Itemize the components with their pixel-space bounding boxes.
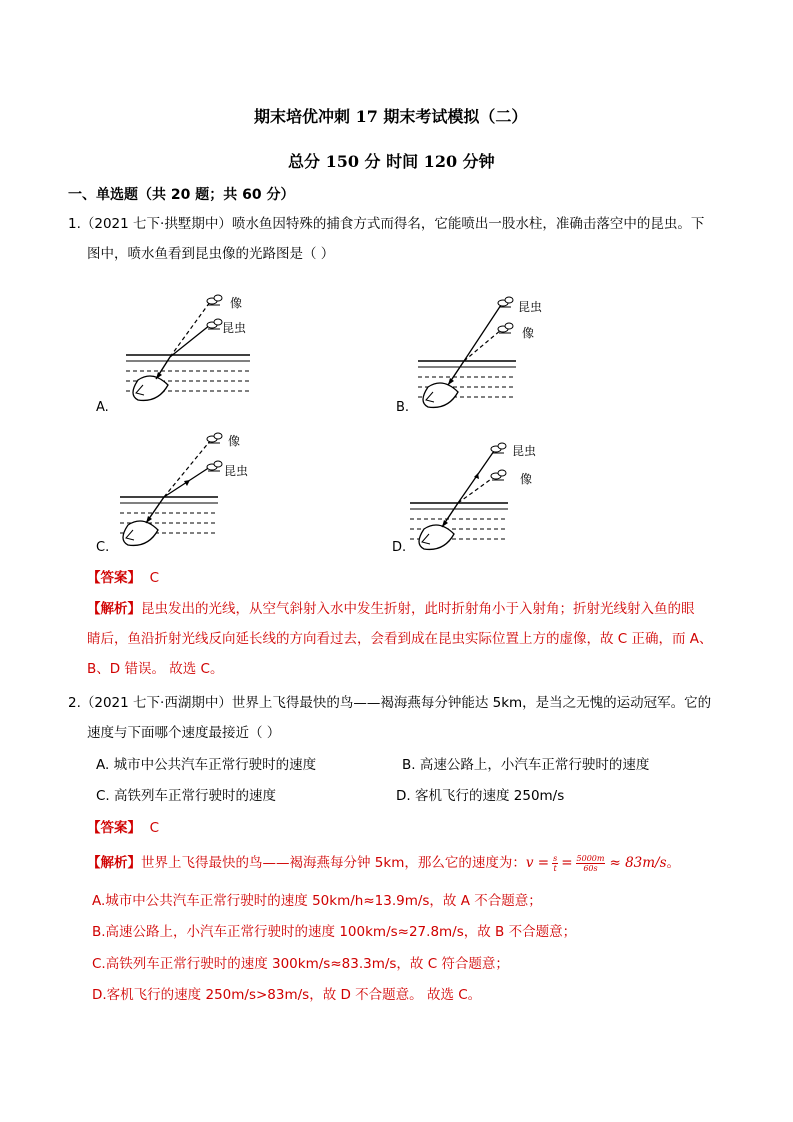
q2-answer-value: C xyxy=(149,820,160,836)
figure-a-top-label: 像 xyxy=(230,296,243,310)
formula-s: s xyxy=(553,853,558,863)
q2-analysis-intro-text: 世界上飞得最快的鸟——褐海燕每分钟 5km，那么它的速度为： xyxy=(141,855,526,871)
q2-analysis-label: 【解析】 xyxy=(87,855,141,871)
figure-d-bottom-label: 像 xyxy=(520,472,533,486)
insect-image-icon xyxy=(207,295,222,305)
insect-icon xyxy=(491,443,506,453)
formula-end: 。 xyxy=(666,855,681,871)
figure-option-a xyxy=(98,285,268,424)
q1-analysis-text1: 昆虫发出的光线，从空气斜射入水中发生折射，此时折射角小于入射角；折射光线射入鱼的眼 xyxy=(141,601,695,617)
figure-option-c xyxy=(98,425,268,564)
formula-num: 5000m xyxy=(576,853,605,863)
figure-option-b xyxy=(398,285,568,424)
figure-d-diagram xyxy=(398,425,568,560)
figure-c-label: C. xyxy=(96,540,110,555)
q1-answer xyxy=(87,568,159,588)
q1-stem-line2: 图中，喷水鱼看到昆虫像的光路图是（ ） xyxy=(87,246,335,262)
insect-image-icon xyxy=(207,433,222,443)
insect-image-icon xyxy=(491,470,506,480)
figure-c-top-label: 像 xyxy=(228,434,241,448)
q2-analysis-c: C.高铁列车正常行驶时的速度 300km/s≈83.3m/s，故 C 符合题意； xyxy=(92,956,509,972)
section-title: 一、单选题（共 20 题；共 60 分） xyxy=(68,187,295,203)
figure-b-label: B. xyxy=(396,400,410,415)
figure-option-d xyxy=(398,425,568,564)
q2-stem-line2: 速度与下面哪个速度最接近（ ） xyxy=(87,725,281,741)
figure-d-top-label: 昆虫 xyxy=(512,444,537,458)
insect-icon xyxy=(207,319,222,329)
q2-option-b: B. 高速公路上，小汽车正常行驶时的速度 xyxy=(402,757,650,773)
formula-v: v = xyxy=(525,855,550,871)
q2-option-c: C. 高铁列车正常行驶时的速度 xyxy=(96,788,277,804)
q2-formula xyxy=(526,853,680,873)
q2-analysis-intro xyxy=(87,853,680,873)
q2-option-d: D. 客机飞行的速度 250m/s xyxy=(396,788,565,804)
figure-b-diagram xyxy=(398,285,568,420)
q1-stem-line1: 1.（2021 七下·拱墅期中）喷水鱼因特殊的捕食方式而得名，它能喷出一股水柱，准确击落空中的昆虫。下 xyxy=(68,216,705,232)
figure-c-bottom-label: 昆虫 xyxy=(224,464,249,478)
q1-analysis-line1 xyxy=(87,599,695,619)
page-title: 期末培优冲刺 17 期末考试模拟（二） xyxy=(254,107,528,126)
figure-a-diagram xyxy=(98,285,268,420)
q2-analysis-d: D.客机飞行的速度 250m/s>83m/s，故 D 不合题意。 故选 C。 xyxy=(92,987,482,1003)
q2-answer xyxy=(87,818,159,838)
q2-answer-label: 【答案】 xyxy=(87,820,141,836)
figure-c-diagram xyxy=(98,425,268,560)
page-subtitle: 总分 150 分 时间 120 分钟 xyxy=(288,152,495,171)
formula-t: t xyxy=(553,863,557,873)
figure-b-bottom-label: 像 xyxy=(522,326,535,340)
formula-eq: = xyxy=(561,855,573,871)
figure-a-label: A. xyxy=(96,400,109,415)
figure-a-bottom-label: 昆虫 xyxy=(222,321,247,335)
q2-analysis-b: B.高速公路上，小汽车正常行驶时的速度 100km/s≈27.8m/s，故 B 不合题意； xyxy=(92,924,577,940)
q1-analysis-line3: B、D 错误。 故选 C。 xyxy=(87,661,224,677)
formula-den: 60s xyxy=(583,863,598,873)
figure-d-label: D. xyxy=(392,540,407,555)
q1-analysis-label: 【解析】 xyxy=(87,601,141,617)
figure-b-top-label: 昆虫 xyxy=(518,300,543,314)
q2-option-a: A. 城市中公共汽车正常行驶时的速度 xyxy=(96,757,317,773)
q2-analysis-a: A.城市中公共汽车正常行驶时的速度 50km/h≈13.9m/s，故 A 不合题意； xyxy=(92,893,542,909)
q1-analysis-line2: 睛后，鱼沿折射光线反向延长线的方向看过去，会看到成在昆虫实际位置上方的虚像，故 C 正确，而 A、 xyxy=(87,631,713,647)
insect-image-icon xyxy=(498,323,513,333)
formula-approx: ≈ 83m/s xyxy=(609,855,667,871)
q1-answer-value: C xyxy=(149,570,160,586)
q2-stem-line1: 2.（2021 七下·西湖期中）世界上飞得最快的鸟——褐海燕每分钟能达 5km，是当之无愧的运动冠军。它的 xyxy=(68,695,712,711)
insect-icon xyxy=(207,461,222,471)
q1-answer-label: 【答案】 xyxy=(87,570,141,586)
insect-icon xyxy=(498,297,513,307)
